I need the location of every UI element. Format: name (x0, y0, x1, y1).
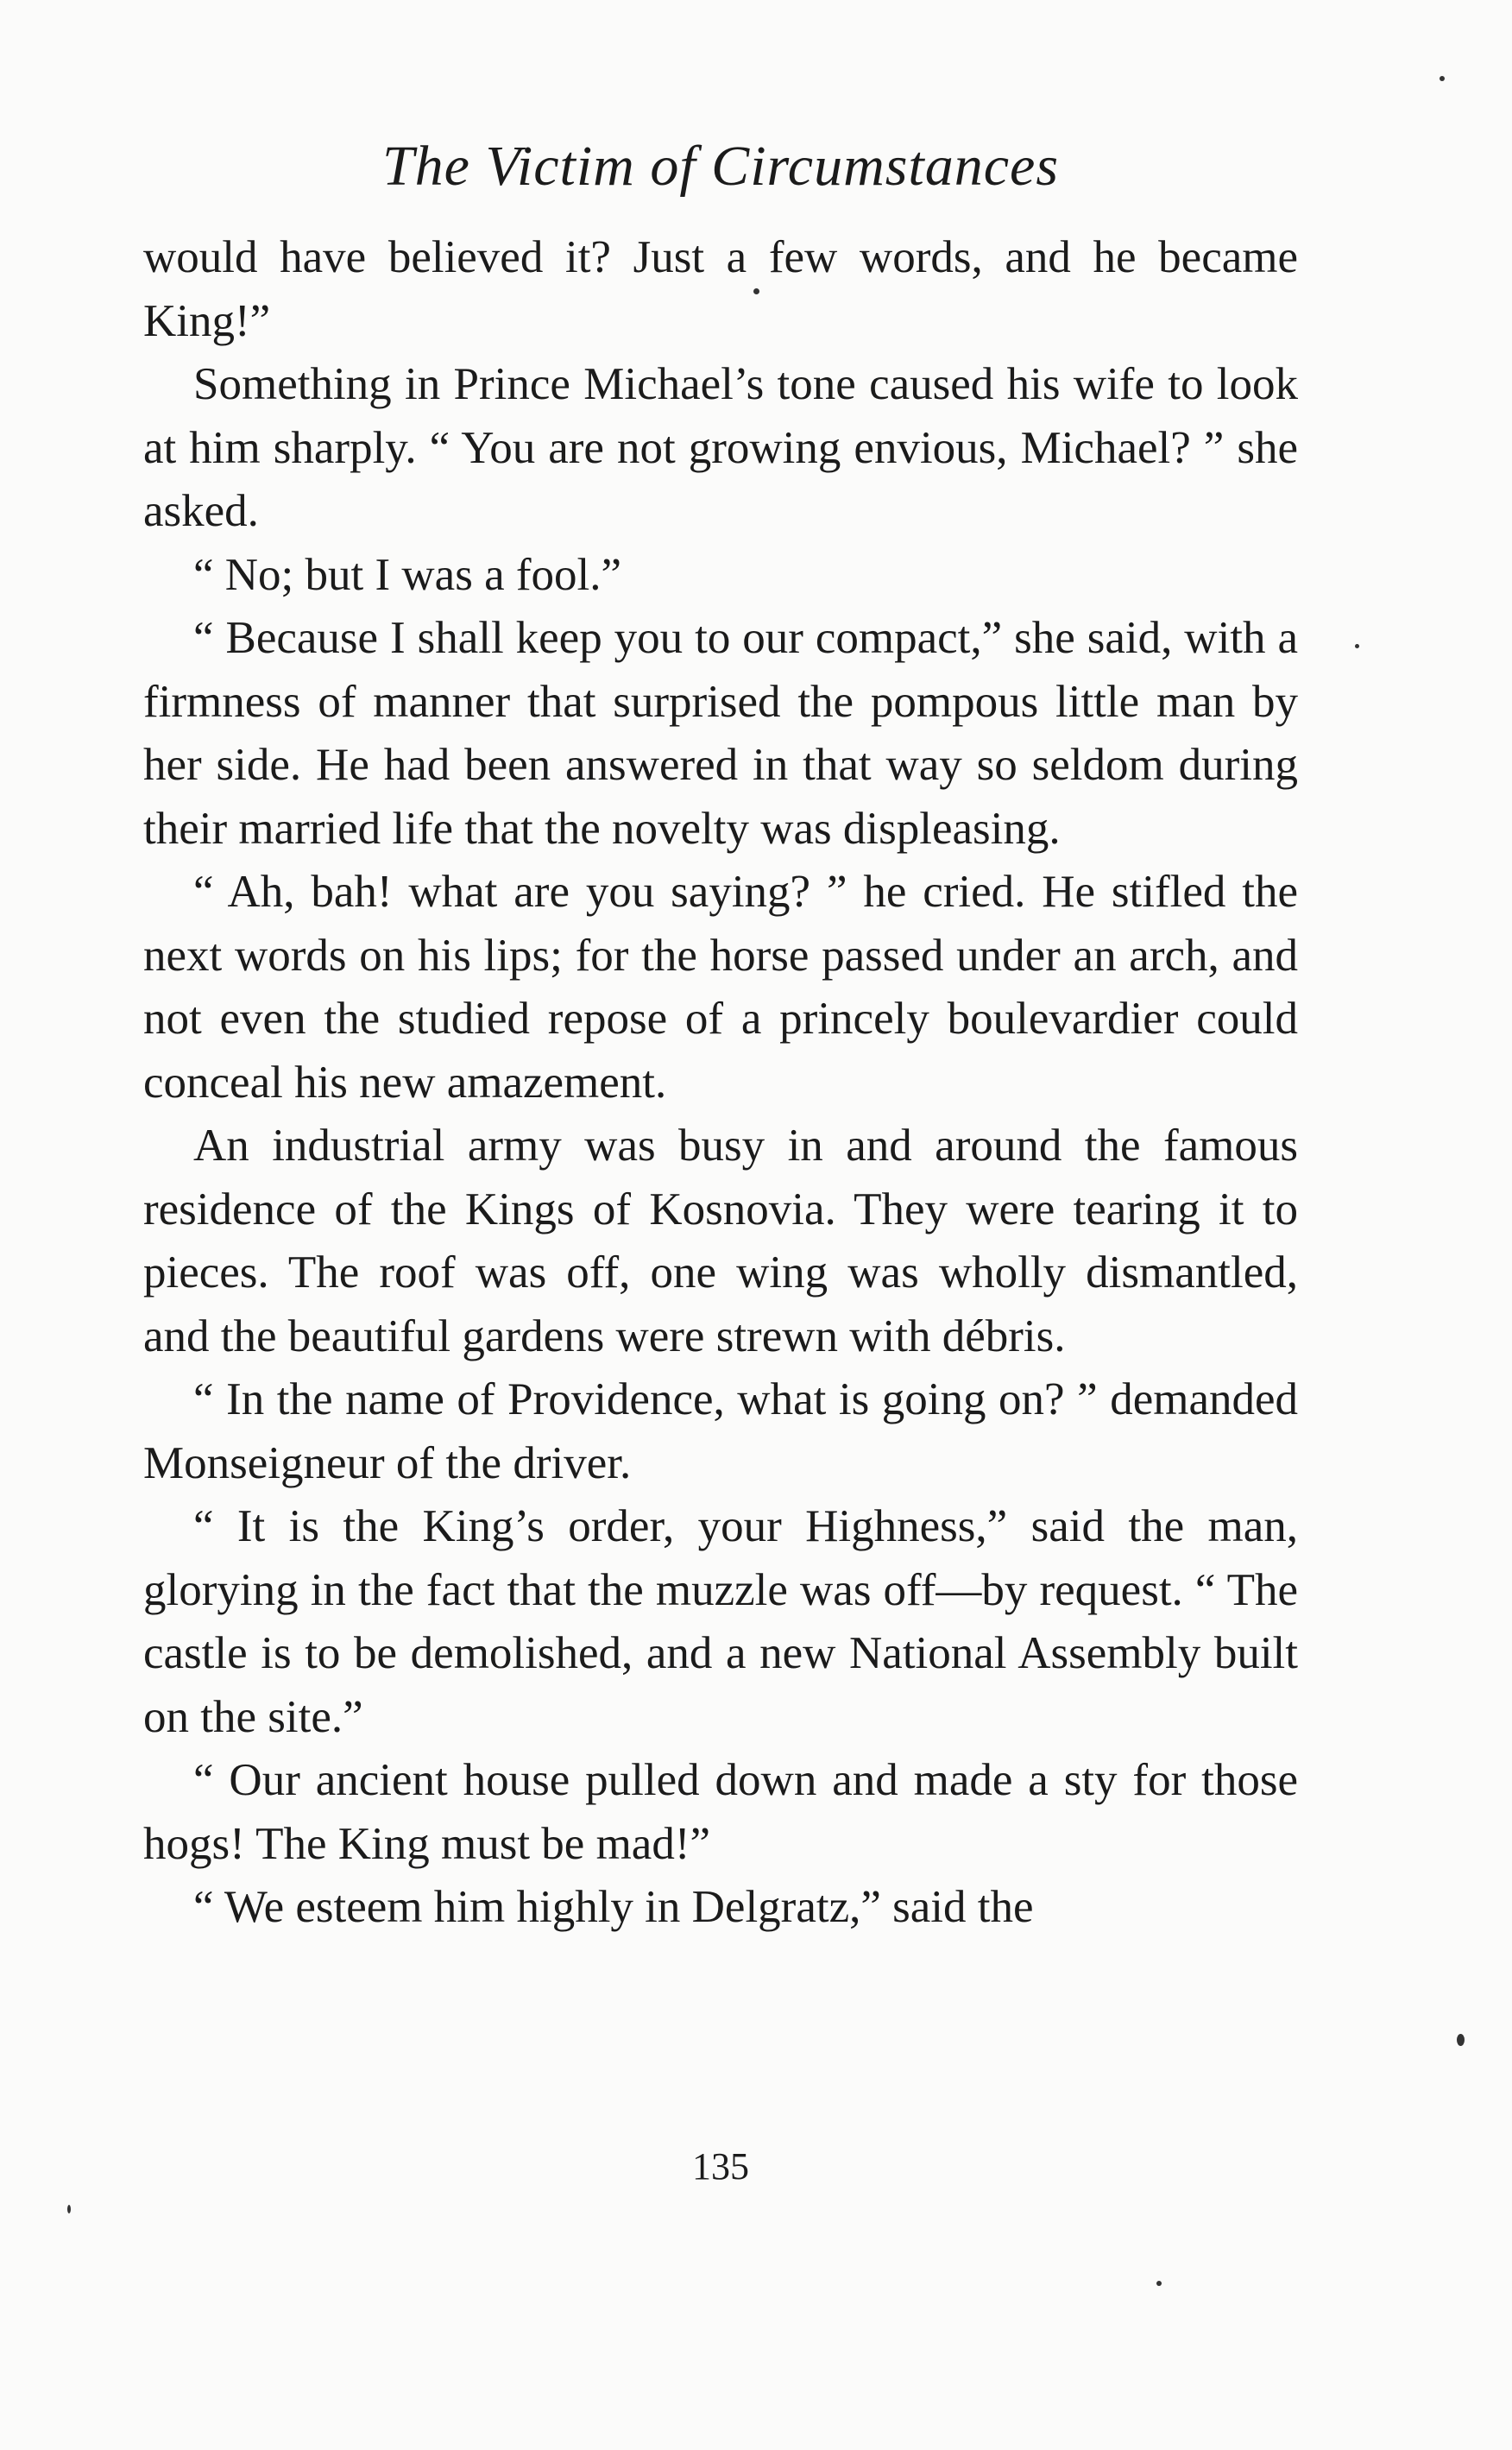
scan-speck (1440, 76, 1445, 81)
paragraph-8: “ It is the King’s order, your Highness,” said the man, glorying in the fact that the muzzle was off—by request. “ The castle is to be demolished, and a new National Assembly built on the site.” (143, 1501, 1298, 1742)
paragraph-3: “ No; but I was a fool.” (193, 549, 621, 600)
paragraph-10: “ We esteem him highly in Delgratz,” said the (193, 1882, 1034, 1932)
scan-speck (1156, 2281, 1162, 2286)
paragraph-1: would have believed it? Just a few words, and he became King!” (143, 232, 1298, 346)
running-head: The Victim of Circumstances (381, 135, 1060, 198)
paragraph-2: Something in Prince Michael’s tone caused his wife to look at him sharply. “ You are not growing envious, Michael? ” she asked. (143, 359, 1298, 536)
body-text (143, 226, 1298, 1940)
scan-speck (1355, 644, 1359, 648)
scan-speck (67, 2205, 71, 2213)
paragraph-6: An industrial army was busy in and around the famous residence of the Kings of Kosnovia. They were tearing it to pieces. The roof was off, one wing was wholly dismantled, and the beautiful gardens were strewn with débris. (143, 1121, 1298, 1361)
paragraph-9: “ Our ancient house pulled down and made a sty for those hogs! The King must be mad!” (143, 1755, 1298, 1869)
paragraph-7: “ In the name of Providence, what is going on? ” demanded Monseigneur of the driver. (143, 1374, 1298, 1488)
paragraph-4: “ Because I shall keep you to our compact,” she said, with a firmness of manner that surprised the pompous little man by her side. He had been answered in that way so seldom during their married life that the novelty was displeasing. (143, 613, 1298, 854)
paragraph-5: “ Ah, bah! what are you saying? ” he cried. He stifled the next words on his lips; for the horse passed under an arch, and not even the studied repose of a princely boulevardier could conceal his new amazement. (143, 867, 1298, 1108)
scan-speck (1457, 2034, 1465, 2046)
scan-speck (753, 288, 759, 294)
page-number: 135 (692, 2145, 749, 2188)
